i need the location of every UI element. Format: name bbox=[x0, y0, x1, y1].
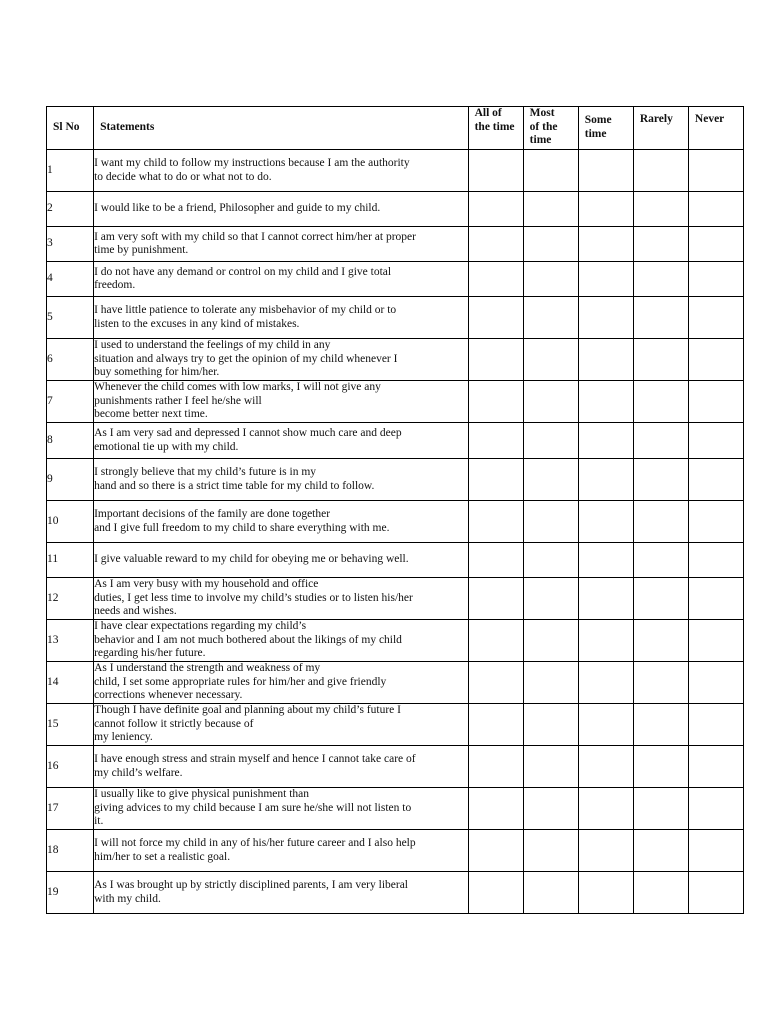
table-row bbox=[47, 262, 744, 297]
statement-text: As I was brought up by strictly disciplined parents, I am very liberal with my child. bbox=[94, 872, 469, 914]
response-cell-some-time[interactable] bbox=[578, 339, 633, 381]
response-cell-all-of-the-time[interactable] bbox=[468, 872, 523, 914]
response-cell-never[interactable] bbox=[688, 662, 743, 704]
response-cell-rarely[interactable] bbox=[633, 339, 688, 381]
statement-text: I strongly believe that my child’s future is in my hand and so there is a strict time table for my child to follow. bbox=[94, 459, 469, 501]
header-rarely: Rarely bbox=[633, 107, 688, 150]
response-cell-rarely[interactable] bbox=[633, 423, 688, 459]
response-cell-some-time[interactable] bbox=[578, 381, 633, 423]
table-row bbox=[47, 459, 744, 501]
table-row bbox=[47, 150, 744, 192]
statement-text: Important decisions of the family are done together and I give full freedom to my child to share everything with me. bbox=[94, 501, 469, 543]
parenting-style-survey-table bbox=[46, 106, 744, 914]
response-cell-never[interactable] bbox=[688, 620, 743, 662]
response-cell-all-of-the-time[interactable] bbox=[468, 662, 523, 704]
response-cell-never[interactable] bbox=[688, 746, 743, 788]
statement-text: As I am very sad and depressed I cannot show much care and deep emotional tie up with my child. bbox=[94, 423, 469, 459]
table-row bbox=[47, 227, 744, 262]
response-cell-some-time[interactable] bbox=[578, 262, 633, 297]
response-cell-some-time[interactable] bbox=[578, 620, 633, 662]
response-cell-most-of-the-time[interactable] bbox=[523, 788, 578, 830]
table-row bbox=[47, 578, 744, 620]
response-cell-never[interactable] bbox=[688, 262, 743, 297]
row-number: 5 bbox=[47, 297, 94, 339]
response-cell-some-time[interactable] bbox=[578, 297, 633, 339]
response-cell-most-of-the-time[interactable] bbox=[523, 150, 578, 192]
survey-body bbox=[47, 150, 744, 914]
response-cell-rarely[interactable] bbox=[633, 620, 688, 662]
response-cell-most-of-the-time[interactable] bbox=[523, 192, 578, 227]
response-cell-never[interactable] bbox=[688, 297, 743, 339]
table-row bbox=[47, 297, 744, 339]
response-cell-rarely[interactable] bbox=[633, 704, 688, 746]
response-cell-rarely[interactable] bbox=[633, 192, 688, 227]
row-number: 7 bbox=[47, 381, 94, 423]
response-cell-some-time[interactable] bbox=[578, 662, 633, 704]
response-cell-never[interactable] bbox=[688, 578, 743, 620]
statement-text: Whenever the child comes with low marks, I will not give any punishments rather I feel he/she will become better next time. bbox=[94, 381, 469, 423]
response-cell-all-of-the-time[interactable] bbox=[468, 227, 523, 262]
response-cell-all-of-the-time[interactable] bbox=[468, 501, 523, 543]
response-cell-rarely[interactable] bbox=[633, 543, 688, 578]
table-row bbox=[47, 788, 744, 830]
response-cell-rarely[interactable] bbox=[633, 459, 688, 501]
row-number: 4 bbox=[47, 262, 94, 297]
table-row bbox=[47, 704, 744, 746]
response-cell-never[interactable] bbox=[688, 150, 743, 192]
response-cell-all-of-the-time[interactable] bbox=[468, 830, 523, 872]
response-cell-most-of-the-time[interactable] bbox=[523, 501, 578, 543]
response-cell-some-time[interactable] bbox=[578, 459, 633, 501]
response-cell-some-time[interactable] bbox=[578, 788, 633, 830]
response-cell-rarely[interactable] bbox=[633, 501, 688, 543]
response-cell-all-of-the-time[interactable] bbox=[468, 192, 523, 227]
response-cell-never[interactable] bbox=[688, 543, 743, 578]
row-number: 15 bbox=[47, 704, 94, 746]
response-cell-never[interactable] bbox=[688, 459, 743, 501]
header-statements: Statements bbox=[94, 107, 469, 150]
header-some-time: Some time bbox=[578, 107, 633, 150]
table-row bbox=[47, 501, 744, 543]
response-cell-all-of-the-time[interactable] bbox=[468, 423, 523, 459]
response-cell-all-of-the-time[interactable] bbox=[468, 297, 523, 339]
response-cell-never[interactable] bbox=[688, 704, 743, 746]
response-cell-never[interactable] bbox=[688, 501, 743, 543]
response-cell-some-time[interactable] bbox=[578, 227, 633, 262]
statement-text: I used to understand the feelings of my child in any situation and always try to get the opinion of my child whenever I buy something for him/her. bbox=[94, 339, 469, 381]
response-cell-some-time[interactable] bbox=[578, 578, 633, 620]
response-cell-most-of-the-time[interactable] bbox=[523, 262, 578, 297]
response-cell-some-time[interactable] bbox=[578, 192, 633, 227]
statement-text: I usually like to give physical punishment than giving advices to my child because I am sure he/she will not listen to it. bbox=[94, 788, 469, 830]
row-number: 9 bbox=[47, 459, 94, 501]
response-cell-most-of-the-time[interactable] bbox=[523, 830, 578, 872]
response-cell-some-time[interactable] bbox=[578, 704, 633, 746]
statement-text: Though I have definite goal and planning about my child’s future I cannot follow it strictly because of my leniency. bbox=[94, 704, 469, 746]
response-cell-rarely[interactable] bbox=[633, 262, 688, 297]
row-number: 19 bbox=[47, 872, 94, 914]
response-cell-all-of-the-time[interactable] bbox=[468, 381, 523, 423]
response-cell-most-of-the-time[interactable] bbox=[523, 704, 578, 746]
response-cell-rarely[interactable] bbox=[633, 227, 688, 262]
row-number: 17 bbox=[47, 788, 94, 830]
table-row bbox=[47, 746, 744, 788]
row-number: 16 bbox=[47, 746, 94, 788]
response-cell-never[interactable] bbox=[688, 830, 743, 872]
response-cell-rarely[interactable] bbox=[633, 662, 688, 704]
response-cell-some-time[interactable] bbox=[578, 872, 633, 914]
response-cell-some-time[interactable] bbox=[578, 501, 633, 543]
response-cell-most-of-the-time[interactable] bbox=[523, 459, 578, 501]
statement-text: I do not have any demand or control on my child and I give total freedom. bbox=[94, 262, 469, 297]
table-row bbox=[47, 339, 744, 381]
table-row bbox=[47, 620, 744, 662]
response-cell-most-of-the-time[interactable] bbox=[523, 746, 578, 788]
table-row bbox=[47, 872, 744, 914]
response-cell-all-of-the-time[interactable] bbox=[468, 339, 523, 381]
row-number: 14 bbox=[47, 662, 94, 704]
response-cell-some-time[interactable] bbox=[578, 150, 633, 192]
response-cell-most-of-the-time[interactable] bbox=[523, 381, 578, 423]
response-cell-all-of-the-time[interactable] bbox=[468, 459, 523, 501]
statement-text: I have little patience to tolerate any misbehavior of my child or to listen to the excuses in any kind of mistakes. bbox=[94, 297, 469, 339]
response-cell-rarely[interactable] bbox=[633, 297, 688, 339]
row-number: 8 bbox=[47, 423, 94, 459]
statement-text: I have enough stress and strain myself and hence I cannot take care of my child’s welfare. bbox=[94, 746, 469, 788]
row-number: 3 bbox=[47, 227, 94, 262]
response-cell-never[interactable] bbox=[688, 872, 743, 914]
response-cell-all-of-the-time[interactable] bbox=[468, 788, 523, 830]
table-row bbox=[47, 192, 744, 227]
statement-text: As I am very busy with my household and office duties, I get less time to involve my child’s studies or to listen his/her needs and wishes. bbox=[94, 578, 469, 620]
response-cell-rarely[interactable] bbox=[633, 746, 688, 788]
response-cell-rarely[interactable] bbox=[633, 788, 688, 830]
table-row bbox=[47, 381, 744, 423]
response-cell-all-of-the-time[interactable] bbox=[468, 620, 523, 662]
response-cell-most-of-the-time[interactable] bbox=[523, 662, 578, 704]
header-row bbox=[47, 107, 744, 150]
row-number: 10 bbox=[47, 501, 94, 543]
response-cell-some-time[interactable] bbox=[578, 543, 633, 578]
response-cell-never[interactable] bbox=[688, 192, 743, 227]
response-cell-all-of-the-time[interactable] bbox=[468, 746, 523, 788]
header-all-of-the-time: All of the time bbox=[468, 107, 523, 150]
response-cell-most-of-the-time[interactable] bbox=[523, 423, 578, 459]
row-number: 18 bbox=[47, 830, 94, 872]
response-cell-most-of-the-time[interactable] bbox=[523, 227, 578, 262]
response-cell-most-of-the-time[interactable] bbox=[523, 339, 578, 381]
response-cell-some-time[interactable] bbox=[578, 830, 633, 872]
statement-text: I will not force my child in any of his/her future career and I also help him/her to set a realistic goal. bbox=[94, 830, 469, 872]
statement-text: As I understand the strength and weakness of my child, I set some appropriate rules for him/her and give friendly corrections whenever necessary. bbox=[94, 662, 469, 704]
table-row bbox=[47, 543, 744, 578]
response-cell-rarely[interactable] bbox=[633, 381, 688, 423]
statement-text: I would like to be a friend, Philosopher and guide to my child. bbox=[94, 192, 469, 227]
response-cell-some-time[interactable] bbox=[578, 746, 633, 788]
row-number: 11 bbox=[47, 543, 94, 578]
response-cell-all-of-the-time[interactable] bbox=[468, 704, 523, 746]
response-cell-never[interactable] bbox=[688, 788, 743, 830]
response-cell-never[interactable] bbox=[688, 339, 743, 381]
table-row bbox=[47, 423, 744, 459]
row-number: 13 bbox=[47, 620, 94, 662]
response-cell-rarely[interactable] bbox=[633, 578, 688, 620]
response-cell-some-time[interactable] bbox=[578, 423, 633, 459]
row-number: 6 bbox=[47, 339, 94, 381]
response-cell-never[interactable] bbox=[688, 381, 743, 423]
response-cell-most-of-the-time[interactable] bbox=[523, 872, 578, 914]
response-cell-most-of-the-time[interactable] bbox=[523, 543, 578, 578]
response-cell-most-of-the-time[interactable] bbox=[523, 578, 578, 620]
response-cell-rarely[interactable] bbox=[633, 872, 688, 914]
response-cell-all-of-the-time[interactable] bbox=[468, 578, 523, 620]
row-number: 1 bbox=[47, 150, 94, 192]
header-most-of-the-time: Most of the time bbox=[523, 107, 578, 150]
statement-text: I want my child to follow my instructions because I am the authority to decide what to do or what not to do. bbox=[94, 150, 469, 192]
response-cell-rarely[interactable] bbox=[633, 150, 688, 192]
header-sl-no: Sl No bbox=[47, 107, 94, 150]
response-cell-all-of-the-time[interactable] bbox=[468, 543, 523, 578]
response-cell-all-of-the-time[interactable] bbox=[468, 150, 523, 192]
header-never: Never bbox=[688, 107, 743, 150]
response-cell-most-of-the-time[interactable] bbox=[523, 297, 578, 339]
response-cell-most-of-the-time[interactable] bbox=[523, 620, 578, 662]
response-cell-never[interactable] bbox=[688, 227, 743, 262]
response-cell-never[interactable] bbox=[688, 423, 743, 459]
table-row bbox=[47, 830, 744, 872]
table-row bbox=[47, 662, 744, 704]
row-number: 2 bbox=[47, 192, 94, 227]
response-cell-all-of-the-time[interactable] bbox=[468, 262, 523, 297]
statement-text: I am very soft with my child so that I cannot correct him/her at proper time by punishment. bbox=[94, 227, 469, 262]
statement-text: I give valuable reward to my child for obeying me or behaving well. bbox=[94, 543, 469, 578]
statement-text: I have clear expectations regarding my child’s behavior and I am not much bothered about the likings of my child regarding his/her future. bbox=[94, 620, 469, 662]
row-number: 12 bbox=[47, 578, 94, 620]
response-cell-rarely[interactable] bbox=[633, 830, 688, 872]
